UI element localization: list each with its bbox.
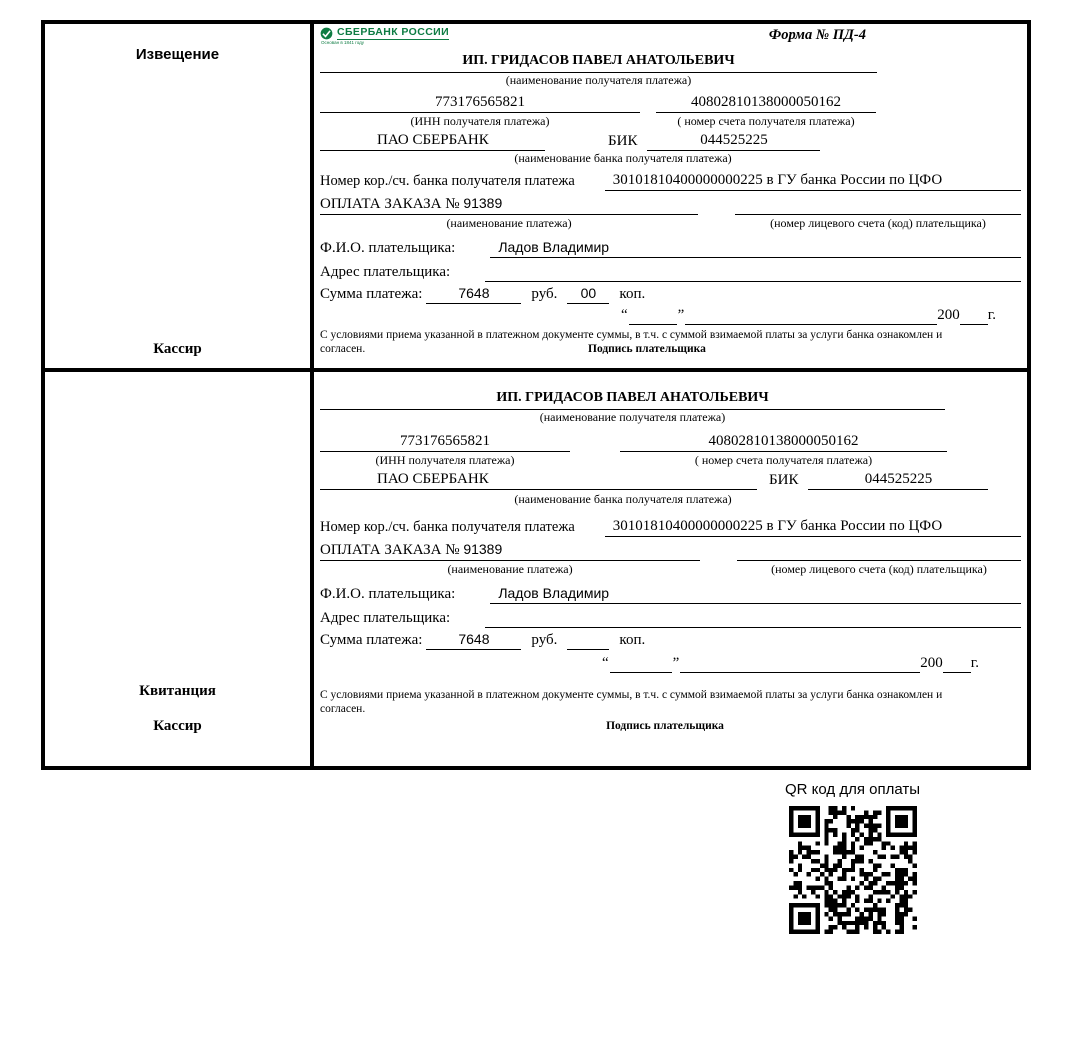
notice-content-cell xyxy=(314,24,1027,368)
personal-account-caption: (номер лицевого счета (код) плательщика) xyxy=(770,216,986,230)
sberbank-logo-subtitle: Основан в 1841 году xyxy=(321,40,365,45)
inn-account-captions-2 xyxy=(320,453,1021,467)
kop-label: коп. xyxy=(619,286,646,302)
account-caption-2: ( номер счета получателя платежа) xyxy=(694,453,873,467)
open-quote: “ xyxy=(620,307,628,323)
amount-kop-field-2 xyxy=(567,649,609,650)
bank-caption: (наименование банка получателя платежа) xyxy=(514,151,732,165)
bank-bik-row-2 xyxy=(320,470,1021,490)
date-day-line xyxy=(629,306,677,325)
terms-text: С условиями приема указанной в платежном документе суммы, в т.ч. с суммой взимаемой платы за услуги банка ознакомлен и согласен. xyxy=(320,329,943,355)
amount-rub-field: 7648 xyxy=(426,284,521,304)
payer-name-label-2: Ф.И.О. плательщика: xyxy=(320,586,456,602)
amount-kop-field: 00 xyxy=(567,284,609,304)
payer-signature-label: Подпись плательщика xyxy=(588,342,706,355)
recipient-block xyxy=(320,52,877,87)
payment-prefix: ОПЛАТА ЗАКАЗА № xyxy=(320,196,460,212)
bank-name-field: ПАО СБЕРБАНК xyxy=(320,131,545,151)
recipient-name: ИП. ГРИДАСОВ ПАВЕЛ АНАТОЛЬЕВИЧ xyxy=(320,52,877,73)
qr-label: QR код для оплаты xyxy=(785,781,921,798)
date-row xyxy=(320,305,996,325)
payment-name-row-2 xyxy=(320,540,1021,561)
form-number: Форма № ПД-4 xyxy=(768,27,866,43)
notice-left-cell xyxy=(45,24,314,368)
terms-block-2 xyxy=(320,689,968,716)
personal-account-field-2 xyxy=(737,541,1021,561)
bik-field: 044525225 xyxy=(647,131,820,151)
payer-address-field xyxy=(485,261,1021,282)
amount-row-2 xyxy=(320,630,1021,650)
bik-label-2: БИК xyxy=(769,472,799,488)
cashier-label-2: Кассир xyxy=(153,718,202,734)
inn-account-row xyxy=(320,93,1021,113)
payer-address-label-2: Адрес плательщика: xyxy=(320,610,451,626)
receipt-left-cell xyxy=(45,372,314,766)
payer-name-field-2: Ладов Владимир xyxy=(490,583,1021,604)
receipt-content-cell xyxy=(314,372,1027,766)
year-prefix-2: 200 xyxy=(920,655,943,671)
cashier-label: Кассир xyxy=(153,341,202,357)
payer-signature-label-2: Подпись плательщика xyxy=(606,720,724,732)
inn-field-2: 773176565821 xyxy=(320,432,570,452)
payment-name-row xyxy=(320,194,1021,215)
payer-address-label: Адрес плательщика: xyxy=(320,264,451,280)
corr-account-label: Номер кор./сч. банка получателя платежа xyxy=(320,173,575,189)
notice-section xyxy=(45,24,1027,372)
personal-account-caption-2: (номер лицевого счета (код) плательщика) xyxy=(771,562,987,576)
sberbank-logo-text: СБЕРБАНК РОССИИ xyxy=(337,26,450,39)
corr-account-row xyxy=(320,170,1021,191)
corr-account-row-2 xyxy=(320,516,1021,537)
payment-name-caption: (наименование платежа) xyxy=(446,216,572,230)
recipient-block-2 xyxy=(320,389,945,424)
payment-name-field xyxy=(320,194,698,215)
date-month-line-2 xyxy=(680,654,920,673)
payer-address-row-2 xyxy=(320,607,1021,628)
order-number-2: 91389 xyxy=(463,541,503,557)
inn-field: 773176565821 xyxy=(320,93,640,113)
bik-field-2: 044525225 xyxy=(808,470,988,490)
recipient-name-2: ИП. ГРИДАСОВ ПАВЕЛ АНАТОЛЬЕВИЧ xyxy=(320,389,945,410)
account-field: 40802810138000050162 xyxy=(656,93,876,113)
payment-name-caption-2: (наименование платежа) xyxy=(447,562,573,576)
account-caption: ( номер счета получателя платежа) xyxy=(677,114,855,128)
amount-rub-field-2: 7648 xyxy=(426,630,521,650)
payment-captions-row xyxy=(320,216,1021,230)
bank-caption-2: (наименование банка получателя платежа) xyxy=(514,492,732,506)
amount-row xyxy=(320,284,1021,304)
receipt-label: Квитанция xyxy=(139,683,216,699)
inn-caption-2: (ИНН получателя платежа) xyxy=(375,453,515,467)
payer-name-row-2 xyxy=(320,583,1021,604)
payment-name-field-2 xyxy=(320,540,700,561)
payer-name-label: Ф.И.О. плательщика: xyxy=(320,240,456,256)
date-year-line xyxy=(960,306,988,325)
inn-account-row-2 xyxy=(320,432,1021,452)
payment-captions-row-2 xyxy=(320,562,1021,576)
bank-bik-row xyxy=(320,131,1021,151)
corr-account-label-2: Номер кор./сч. банка получателя платежа xyxy=(320,519,575,535)
terms-block xyxy=(320,329,980,356)
payment-prefix-2: ОПЛАТА ЗАКАЗА № xyxy=(320,542,460,558)
year-suffix-2: г. xyxy=(970,655,979,671)
rub-label: руб. xyxy=(531,286,558,302)
payer-name-field: Ладов Владимир xyxy=(490,237,1021,258)
year-prefix: 200 xyxy=(937,307,960,323)
personal-account-field xyxy=(735,195,1021,215)
corr-account-field: 30101810400000000225 в ГУ банка России по ЦФО xyxy=(605,170,1021,191)
payer-name-row xyxy=(320,237,1021,258)
close-quote: ” xyxy=(677,307,685,323)
corr-account-field-2: 30101810400000000225 в ГУ банка России по ЦФО xyxy=(605,516,1021,537)
close-quote-2: ” xyxy=(672,655,680,671)
terms-text-2: С условиями приема указанной в платежном документе суммы, в т.ч. с суммой взимаемой платы за услуги банка ознакомлен и согласен. xyxy=(320,689,943,715)
qr-block xyxy=(785,781,921,939)
payer-address-field-2 xyxy=(485,607,1021,628)
qr-code xyxy=(789,806,917,934)
recipient-caption: (наименование получателя платежа) xyxy=(505,73,692,87)
open-quote-2: “ xyxy=(601,655,609,671)
pd4-form-table xyxy=(41,20,1031,770)
bik-label: БИК xyxy=(608,133,638,149)
sberbank-emblem-icon xyxy=(320,27,333,40)
date-month-line xyxy=(685,306,937,325)
receipt-section xyxy=(45,372,1027,766)
notice-header-row xyxy=(320,27,1021,51)
recipient-caption-2: (наименование получателя платежа) xyxy=(539,410,726,424)
date-day-line-2 xyxy=(610,654,672,673)
bank-name-field-2: ПАО СБЕРБАНК xyxy=(320,470,757,490)
order-number: 91389 xyxy=(463,195,503,211)
amount-label-2: Сумма платежа: xyxy=(320,632,423,648)
notice-label: Извещение xyxy=(135,46,220,63)
sberbank-logo xyxy=(320,27,449,46)
date-year-line-2 xyxy=(943,654,971,673)
year-suffix: г. xyxy=(987,307,996,323)
inn-account-captions xyxy=(320,114,1021,128)
amount-label: Сумма платежа: xyxy=(320,286,423,302)
account-field-2: 40802810138000050162 xyxy=(620,432,947,452)
date-row-2 xyxy=(320,653,979,673)
inn-caption: (ИНН получателя платежа) xyxy=(410,114,550,128)
rub-label-2: руб. xyxy=(531,632,558,648)
kop-label-2: коп. xyxy=(619,632,646,648)
payer-address-row xyxy=(320,261,1021,282)
